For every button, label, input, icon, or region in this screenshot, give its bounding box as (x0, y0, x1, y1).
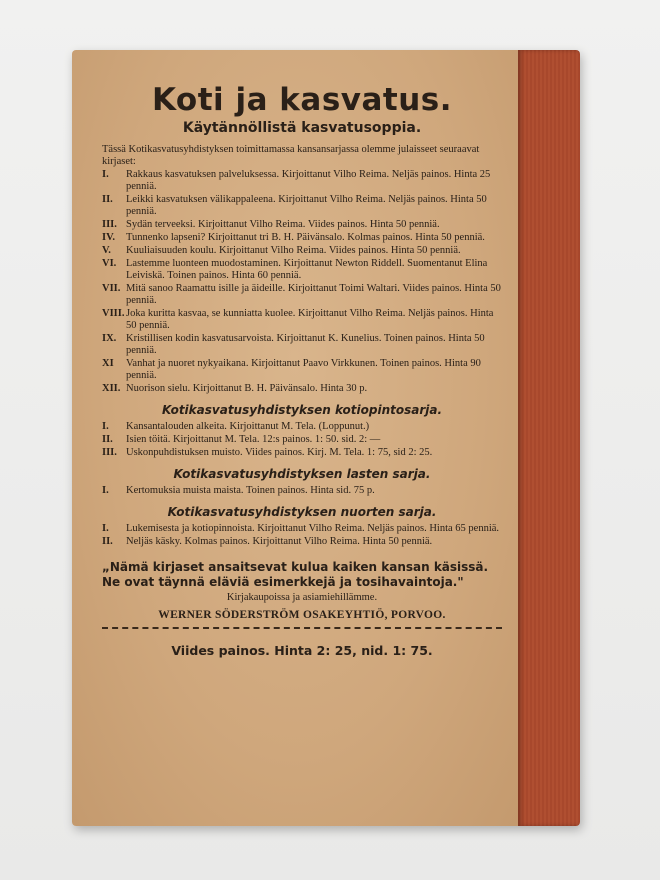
item-number: III. (102, 219, 117, 230)
list-item (102, 283, 502, 307)
sales-note: Kirjakaupoissa ja asiamiehillämme. (226, 592, 378, 603)
item-number: XII. (102, 383, 121, 394)
list-item (102, 383, 502, 395)
item-text: Kristillisen kodin kasvatusarvoista. Kirjoittanut K. Kunelius. Toinen painos. Hinta 50 penniä. (126, 333, 485, 356)
list-item (102, 523, 502, 535)
item-number: IX. (102, 333, 117, 344)
list-item (102, 421, 502, 433)
intro-text: Tässä Kotikasvatusyhdistyksen toimittamassa kansansarjassa olemme julaisseet seuraavat kirjaset: (102, 144, 480, 167)
section-title-kotiopintosarja: Kotikasvatusyhdistyksen kotiopintosarja. (161, 403, 443, 417)
nuorten-sarja-list (102, 523, 502, 548)
item-text: Neljäs käsky. Kolmas painos. Kirjoittanut Vilho Reima. Hinta 50 penniä. (126, 536, 433, 547)
item-text: Tunnenko lapseni? Kirjoittanut tri B. H. Päivänsalo. Kolmas painos. Hinta 50 penniä. (126, 232, 485, 243)
item-number: I. (102, 485, 109, 496)
list-item (102, 169, 502, 193)
list-item (102, 258, 502, 282)
list-item (102, 245, 502, 257)
item-text: Leikki kasvatuksen välikappaleena. Kirjoittanut Vilho Reima. Neljäs painos. Hinta 50 penniä. (126, 194, 487, 217)
section-title-lasten-sarja: Kotikasvatusyhdistyksen lasten sarja. (173, 467, 431, 481)
item-text: Kertomuksia muista maista. Toinen painos. Hinta sid. 75 p. (126, 485, 375, 496)
item-number: IV. (102, 232, 115, 243)
book-spine (518, 50, 580, 826)
list-item (102, 232, 502, 244)
list-item (102, 485, 502, 497)
cover-title: Koti ja kasvatus. (151, 82, 453, 118)
list-item (102, 194, 502, 218)
item-number: I. (102, 523, 109, 534)
main-book-list (102, 169, 502, 395)
item-text: Kansantalouden alkeita. Kirjoittanut M. Tela. (Loppunut.) (126, 421, 370, 432)
item-number: I. (102, 169, 109, 180)
publisher: WERNER SÖDERSTRÖM OSAKEYHTIÖ, PORVOO. (158, 609, 446, 621)
item-text: Rakkaus kasvatuksen palveluksessa. Kirjoittanut Vilho Reima. Neljäs painos. Hinta 25 penniä. (126, 169, 491, 192)
lasten-sarja-list (102, 485, 502, 497)
book (72, 50, 580, 826)
item-text: Sydän terveeksi. Kirjoittanut Vilho Reima. Viides painos. Hinta 50 penniä. (126, 219, 440, 230)
item-number: XI (102, 358, 114, 369)
item-number: II. (102, 194, 113, 205)
section-title-nuorten-sarja: Kotikasvatusyhdistyksen nuorten sarja. (167, 505, 437, 519)
item-number: I. (102, 421, 109, 432)
item-text: Isien töitä. Kirjoittanut M. Tela. 12:s painos. 1: 50. sid. 2: — (126, 434, 381, 445)
item-number: VIII. (102, 308, 125, 319)
item-number: III. (102, 447, 117, 458)
item-number: II. (102, 536, 113, 547)
item-number: V. (102, 245, 111, 256)
price-line: Viides painos. Hinta 2: 25, nid. 1: 75. (171, 643, 433, 658)
item-text: Lastemme luonteen muodostaminen. Kirjoittanut Newton Riddell. Suomentanut Elina Leiviskä. Toinen painos. Hinta 60 penniä. (126, 258, 488, 281)
list-item (102, 308, 502, 332)
item-number: II. (102, 434, 113, 445)
item-number: VI. (102, 258, 117, 269)
divider (102, 627, 502, 629)
cover-subtitle: Käytännöllistä kasvatusoppia. (182, 120, 422, 136)
item-text: Joka kuritta kasvaa, se kunniatta kuolee. Kirjoittanut Vilho Reima. Neljäs painos. Hinta 50 penniä. (126, 308, 494, 331)
item-number: VII. (102, 283, 121, 294)
list-item (102, 536, 502, 548)
cover-text (102, 82, 502, 658)
item-text: Lukemisesta ja kotiopinnoista. Kirjoittanut Vilho Reima. Neljäs painos. Hinta 65 penniä. (126, 523, 500, 534)
list-item (102, 447, 502, 459)
kotiopintosarja-list (102, 421, 502, 459)
item-text: Nuorison sielu. Kirjoittanut B. H. Päivänsalo. Hinta 30 p. (126, 383, 368, 394)
list-item (102, 434, 502, 446)
quote: „Nämä kirjaset ansaitsevat kulua kaiken kansan käsissä. Ne ovat täynnä eläviä esimerkkejä ja tosihavaintoja." (102, 560, 489, 589)
list-item (102, 358, 502, 382)
item-text: Kuuliaisuuden koulu. Kirjoittanut Vilho Reima. Viides painos. Hinta 50 penniä. (126, 245, 461, 256)
item-text: Uskonpuhdistuksen muisto. Viides painos. Kirj. M. Tela. 1: 75, sid 2: 25. (126, 447, 433, 458)
list-item (102, 219, 502, 231)
back-cover (72, 50, 518, 826)
item-text: Vanhat ja nuoret nykyaikana. Kirjoittanut Paavo Virkkunen. Toinen painos. Hinta 90 penniä. (126, 358, 481, 381)
list-item (102, 333, 502, 357)
item-text: Mitä sanoo Raamattu isille ja äideille. Kirjoittanut Toimi Waltari. Viides painos. Hinta 50 penniä. (126, 283, 501, 306)
